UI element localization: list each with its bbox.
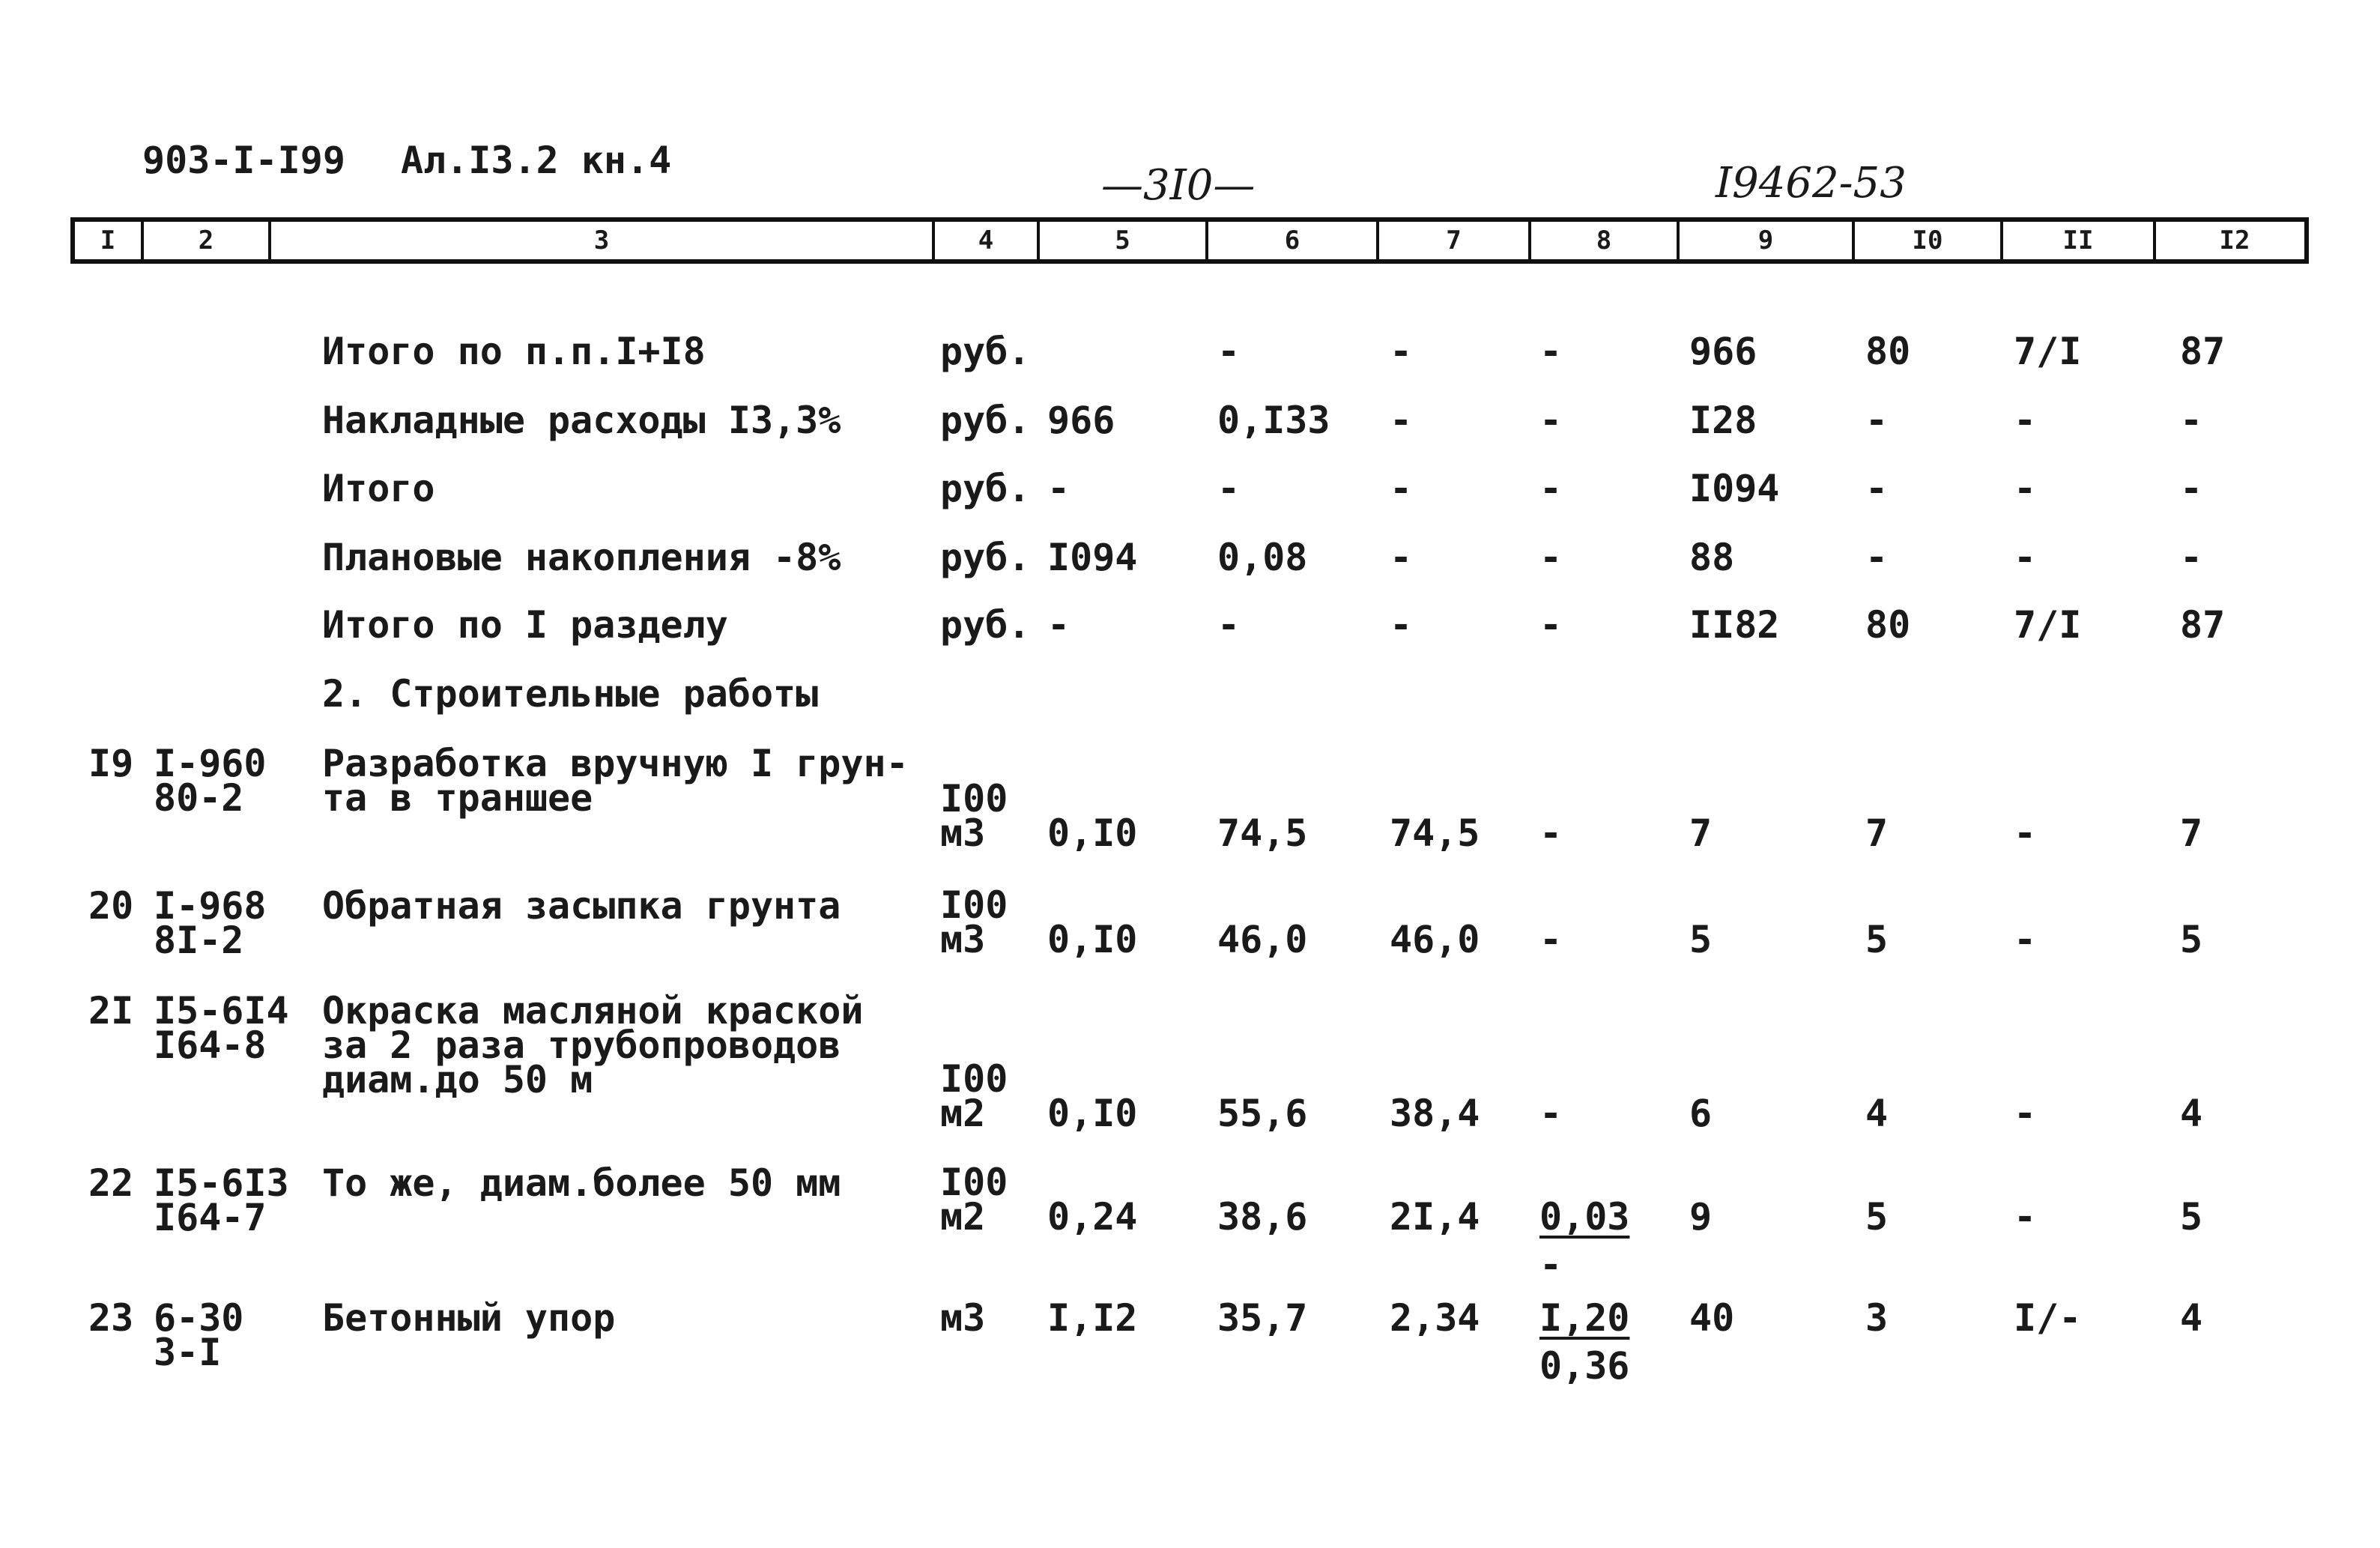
- item-col-9: 5: [1689, 918, 1713, 961]
- summary-row-col-12: -: [2180, 467, 2203, 510]
- summary-row-col-9: I28: [1689, 399, 1757, 442]
- item-name-line: То же, диам.более 50 мм: [322, 1161, 841, 1205]
- item-number: 23: [88, 1296, 134, 1340]
- item-code-line: I-960: [154, 742, 267, 785]
- inventory-number: I9462-53: [1716, 159, 1907, 208]
- item-col-10: 4: [1865, 1092, 1889, 1135]
- item-number: 22: [88, 1161, 134, 1205]
- item-col-11: -: [2014, 918, 2037, 961]
- item-name-line: Обратная засыпка грунта: [322, 884, 841, 928]
- column-number-6: 6: [1208, 222, 1379, 259]
- summary-row-col-5: I094: [1047, 536, 1138, 579]
- summary-row-col-10: 80: [1865, 330, 1911, 373]
- summary-row-col-8: -: [1539, 536, 1563, 579]
- summary-row-name: Накладные расходы I3,3%: [322, 399, 841, 442]
- summary-row-col-11: -: [2014, 536, 2037, 579]
- item-name-line: Окраска масляной краской: [322, 989, 864, 1032]
- summary-row-col-9: II82: [1689, 603, 1780, 647]
- summary-row-unit: руб.: [940, 467, 1031, 510]
- item-number: I9: [88, 742, 134, 785]
- doc-code: 903-I-I99: [142, 139, 345, 182]
- summary-row-col-5: 966: [1047, 399, 1115, 442]
- item-number: 20: [88, 884, 134, 928]
- summary-row-col-11: 7/I: [2014, 330, 2082, 373]
- item-unit-line: I00: [940, 883, 1008, 927]
- item-col-8-below: -: [1539, 1243, 1563, 1287]
- item-name-line: диам.до 50 м: [322, 1058, 593, 1101]
- item-col-8: -: [1539, 918, 1563, 961]
- item-col-10: 7: [1865, 811, 1889, 855]
- item-code-line: 6-30: [154, 1296, 244, 1340]
- summary-row-col-6: -: [1217, 603, 1241, 647]
- item-col-7: 74,5: [1390, 811, 1480, 855]
- item-col-9: 9: [1689, 1195, 1713, 1239]
- summary-row-col-9: 966: [1689, 330, 1757, 373]
- item-code-line: 3-I: [154, 1331, 222, 1374]
- item-col-7: 2I,4: [1390, 1195, 1480, 1239]
- summary-row-col-10: -: [1865, 536, 1889, 579]
- item-col-6: 74,5: [1217, 811, 1308, 855]
- item-col-8: -: [1539, 1092, 1563, 1135]
- section-title: 2. Строительные работы: [322, 672, 819, 716]
- column-number-11: II: [2003, 222, 2156, 259]
- summary-row-unit: руб.: [940, 330, 1031, 373]
- summary-row-col-5: -: [1047, 603, 1071, 647]
- item-unit-line: I00: [940, 777, 1008, 820]
- item-col-5: 0,I0: [1047, 811, 1138, 855]
- summary-row-col-11: -: [2014, 467, 2037, 510]
- summary-row-col-10: 80: [1865, 603, 1911, 647]
- summary-row-col-10: -: [1865, 467, 1889, 510]
- column-number-10: I0: [1855, 222, 2003, 259]
- item-col-5: 0,I0: [1047, 1092, 1138, 1135]
- summary-row-name: Плановые накопления -8%: [322, 536, 841, 579]
- item-code-line: I5-6I3: [154, 1161, 289, 1205]
- item-col-12: 5: [2180, 1195, 2203, 1239]
- page-number: —3I0—: [1101, 161, 1256, 210]
- item-col-7: 38,4: [1390, 1092, 1480, 1135]
- item-unit-line: м3: [940, 811, 986, 855]
- item-col-11: -: [2014, 1092, 2037, 1135]
- item-col-6: 38,6: [1217, 1195, 1308, 1239]
- summary-row-col-7: -: [1390, 536, 1413, 579]
- summary-row-name: Итого по п.п.I+I8: [322, 330, 706, 373]
- item-code-line: I64-7: [154, 1196, 267, 1239]
- item-col-8: I,20: [1539, 1296, 1630, 1340]
- column-number-8: 8: [1531, 222, 1680, 259]
- album-reference: Ал.I3.2 кн.4: [401, 139, 672, 182]
- item-unit-line: м2: [940, 1092, 986, 1135]
- item-col-11: I/-: [2014, 1296, 2082, 1340]
- summary-row-unit: руб.: [940, 399, 1031, 442]
- item-col-9: 40: [1689, 1296, 1735, 1340]
- summary-row-unit: руб.: [940, 536, 1031, 579]
- column-number-3: 3: [271, 222, 935, 259]
- item-col-5: 0,I0: [1047, 918, 1138, 961]
- summary-row-col-8: -: [1539, 399, 1563, 442]
- item-col-10: 5: [1865, 1195, 1889, 1239]
- item-col-8-below: 0,36: [1539, 1344, 1630, 1388]
- item-name-line: Бетонный упор: [322, 1296, 616, 1340]
- item-col-9: 6: [1689, 1092, 1713, 1135]
- summary-row-col-11: 7/I: [2014, 603, 2082, 647]
- column-number-5: 5: [1040, 222, 1208, 259]
- item-col-12: 4: [2180, 1092, 2203, 1135]
- item-code-line: I64-8: [154, 1024, 267, 1067]
- item-unit-line: м3: [940, 1296, 986, 1340]
- summary-row-col-5: -: [1047, 467, 1071, 510]
- column-header-strip: [70, 217, 2309, 264]
- summary-row-col-7: -: [1390, 330, 1413, 373]
- summary-row-col-7: -: [1390, 467, 1413, 510]
- summary-row-col-6: 0,08: [1217, 536, 1308, 579]
- item-name-line: Разработка вручную I грун-: [322, 742, 909, 785]
- item-number: 2I: [88, 989, 134, 1032]
- summary-row-name: Итого: [322, 467, 435, 510]
- item-unit-line: I00: [940, 1161, 1008, 1204]
- column-number-1: I: [75, 222, 144, 259]
- column-number-7: 7: [1379, 222, 1531, 259]
- summary-row-col-7: -: [1390, 399, 1413, 442]
- item-col-5: I,I2: [1047, 1296, 1138, 1340]
- item-code-line: 8I-2: [154, 919, 244, 962]
- item-col-7: 2,34: [1390, 1296, 1480, 1340]
- summary-row-col-8: -: [1539, 467, 1563, 510]
- item-col-10: 3: [1865, 1296, 1889, 1340]
- summary-row-col-6: -: [1217, 467, 1241, 510]
- summary-row-col-8: -: [1539, 603, 1563, 647]
- item-col-6: 46,0: [1217, 918, 1308, 961]
- item-name-line: за 2 раза трубопроводов: [322, 1024, 841, 1067]
- summary-row-col-9: 88: [1689, 536, 1735, 579]
- summary-row-col-12: 87: [2180, 330, 2226, 373]
- item-col-6: 35,7: [1217, 1296, 1308, 1340]
- summary-row-col-9: I094: [1689, 467, 1780, 510]
- summary-row-col-8: -: [1539, 330, 1563, 373]
- item-col-7: 46,0: [1390, 918, 1480, 961]
- summary-row-col-11: -: [2014, 399, 2037, 442]
- item-col-6: 55,6: [1217, 1092, 1308, 1135]
- summary-row-name: Итого по I разделу: [322, 603, 728, 647]
- item-code-line: I5-6I4: [154, 989, 289, 1032]
- summary-row-col-10: -: [1865, 399, 1889, 442]
- summary-row-col-12: -: [2180, 536, 2203, 579]
- item-col-9: 7: [1689, 811, 1713, 855]
- item-unit-line: I00: [940, 1057, 1008, 1101]
- summary-row-col-6: 0,I33: [1217, 399, 1330, 442]
- column-number-12: I2: [2219, 226, 2250, 256]
- item-col-11: -: [2014, 811, 2037, 855]
- column-number-2: 2: [144, 222, 271, 259]
- summary-row-col-12: 87: [2180, 603, 2226, 647]
- item-col-8: -: [1539, 811, 1563, 855]
- column-number-4: 4: [935, 222, 1040, 259]
- item-code-line: I-968: [154, 884, 267, 928]
- summary-row-col-7: -: [1390, 603, 1413, 647]
- summary-row-col-12: -: [2180, 399, 2203, 442]
- item-col-10: 5: [1865, 918, 1889, 961]
- summary-row-unit: руб.: [940, 603, 1031, 647]
- item-code-line: 80-2: [154, 776, 244, 820]
- item-col-11: -: [2014, 1195, 2037, 1239]
- column-number-9: 9: [1680, 222, 1855, 259]
- item-unit-line: м2: [940, 1195, 986, 1239]
- item-col-12: 7: [2180, 811, 2203, 855]
- item-col-8: 0,03: [1539, 1195, 1630, 1239]
- item-unit-line: м3: [940, 918, 986, 961]
- item-name-line: та в траншее: [322, 776, 593, 820]
- item-col-5: 0,24: [1047, 1195, 1138, 1239]
- summary-row-col-6: -: [1217, 330, 1241, 373]
- item-col-12: 4: [2180, 1296, 2203, 1340]
- item-col-12: 5: [2180, 918, 2203, 961]
